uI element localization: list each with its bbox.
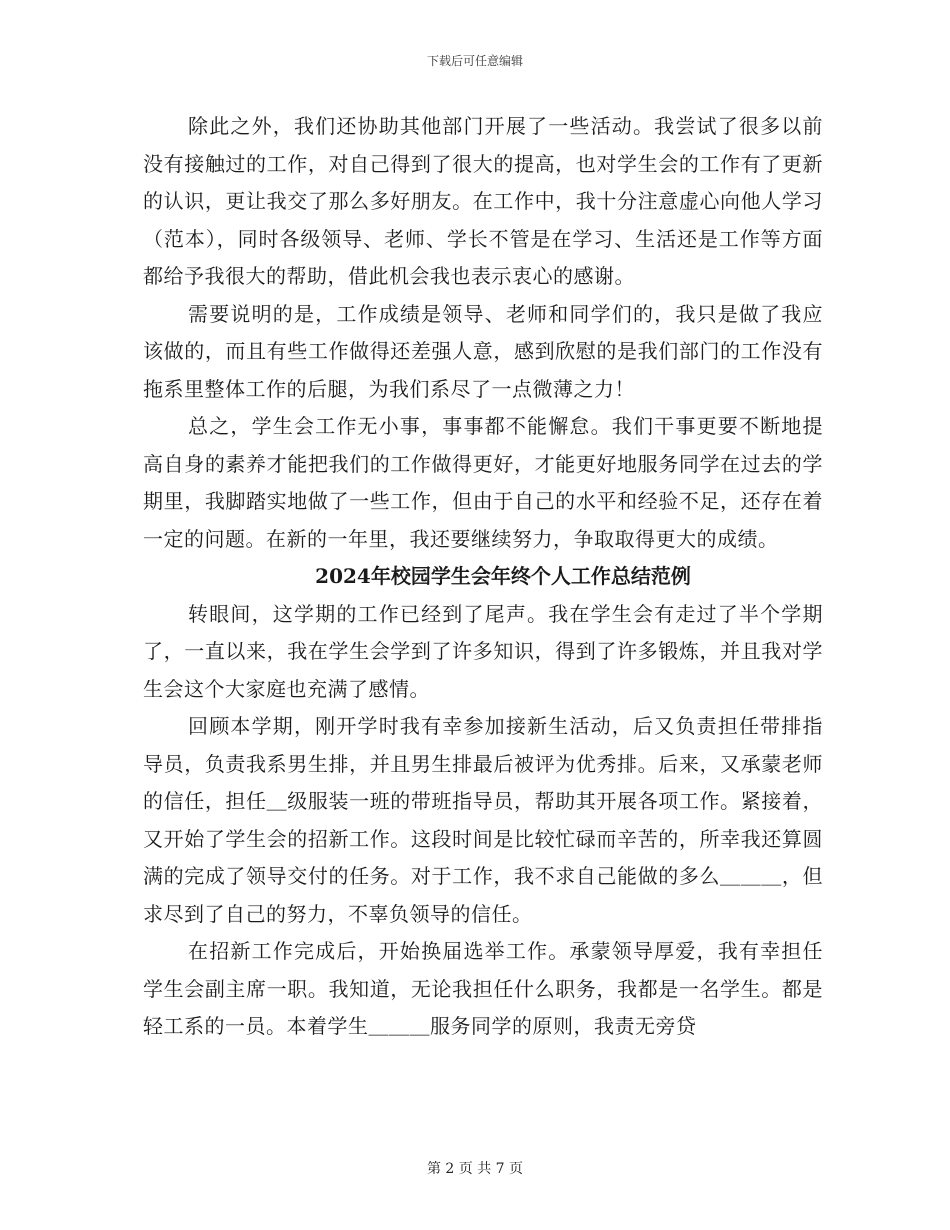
section-title: 2024年校园学生会年终个人工作总结范例 bbox=[315, 564, 691, 588]
paragraph: 回顾本学期，刚开学时我有幸参加接新生活动，后又负责担任带排指导员，负责我系男生排，并且男生排最后被评为优秀排。后来，又承蒙老师的信任，担任＿级服装一班的带班指导员，帮助其开展各项工作。紧接着，又开始了学生会的招新工作。这段时间是比较忙碌而辛苦的，所幸我还算圆满的完成了领导交付的任务。对于工作，我不求自己能做的多么＿＿＿，但求尽到了自己的努力，不辜负领导的信任。 bbox=[143, 714, 823, 926]
paragraph: 总之，学生会工作无小事，事事都不能懈怠。我们干事更要不断地提高自身的素养才能把我们的工作做得更好，才能更好地服务同学在过去的学期里，我脚踏实地做了一些工作，但由于自己的水平和经验不足，还存在着一定的问题。在新的一年里，我还要继续努力，争取取得更大的成绩。 bbox=[143, 414, 823, 551]
paragraph: 转眼间，这学期的工作已经到了尾声。我在学生会有走过了半个学期了，一直以来，我在学生会学到了许多知识，得到了许多锻炼，并且我对学生会这个大家庭也充满了感情。 bbox=[143, 601, 823, 701]
page-header: 下载后可任意编辑 bbox=[426, 54, 523, 68]
paragraph: 在招新工作完成后，开始换届选举工作。承蒙领导厚爱，我有幸担任学生会副主席一职。我知道，无论我担任什么职务，我都是一名学生。都是轻工系的一员。本着学生＿＿＿服务同学的原则，我责无旁贷 bbox=[143, 939, 823, 1038]
document-body bbox=[143, 108, 823, 1046]
page-footer: 第 2 页 共 7 页 bbox=[426, 1161, 524, 1177]
paragraph: 需要说明的是，工作成绩是领导、老师和同学们的，我只是做了我应该做的，而且有些工作做得还差强人意，感到欣慰的是我们部门的工作没有拖系里整体工作的后腿，为我们系尽了一点微薄之力！ bbox=[143, 301, 823, 401]
paragraph: 除此之外，我们还协助其他部门开展了一些活动。我尝试了很多以前没有接触过的工作，对自己得到了很大的提高，也对学生会的工作有了更新的认识，更让我交了那么多好朋友。在工作中，我十分注意虚心向他人学习（范本），同时各级领导、老师、学长不管是在学习、生活还是工作等方面都给予我很大的帮助，借此机会我也表示衷心的感谢。 bbox=[143, 114, 823, 288]
